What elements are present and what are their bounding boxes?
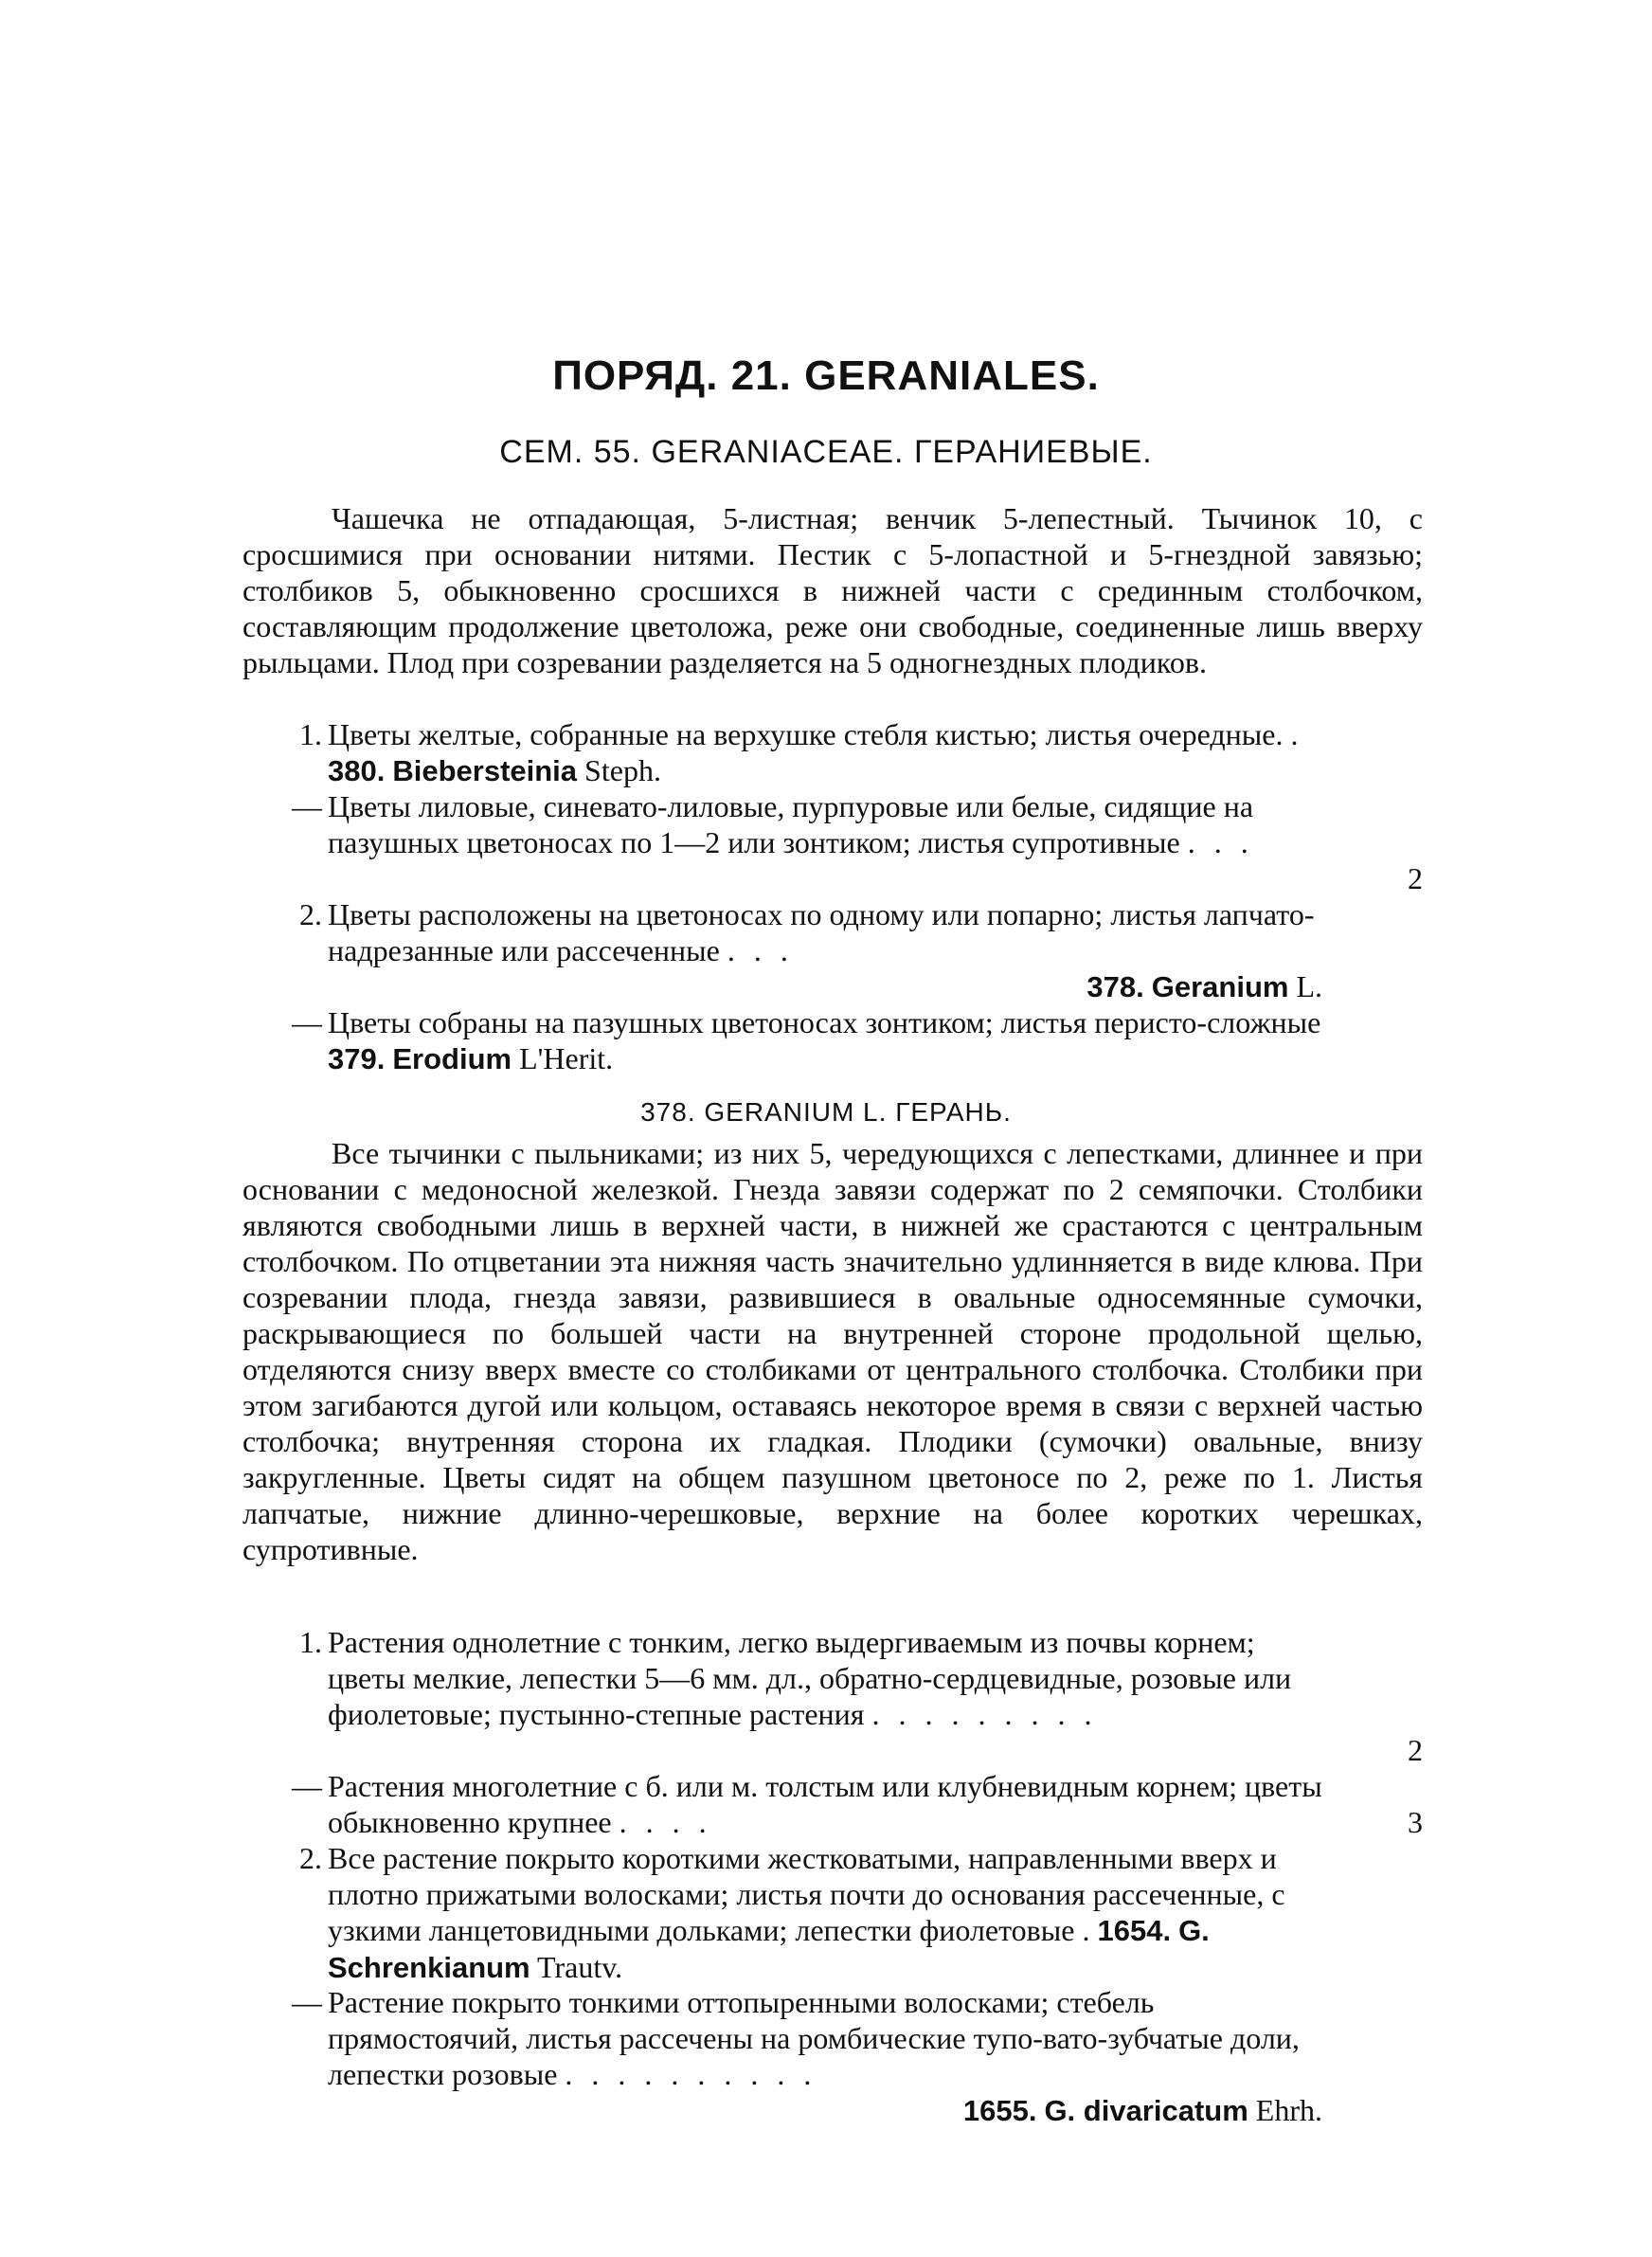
key-ref-name: Geranium xyxy=(1151,970,1289,1003)
key-lead-number: 3 xyxy=(1408,1805,1423,1839)
key-lead-number: 2 xyxy=(1408,861,1423,895)
genus-key-entry-3 xyxy=(242,1840,1423,1986)
order-heading: ПОРЯД. 21. GERANIALES. xyxy=(552,352,1100,399)
family-key-entry-2 xyxy=(242,788,1423,895)
key-ref-author: Ehrh. xyxy=(1255,2093,1322,2127)
key-dots: . xyxy=(1290,717,1304,751)
key-text: Цветы собраны на пазушных цветоносах зонтиком; листья перисто-сложные xyxy=(328,1005,1321,1039)
key-text: Цветы расположены на цветоносах по одному или попарно; листья лапчато-надрезанные или рассеченные xyxy=(328,897,1315,967)
key-number: — xyxy=(292,1769,322,1803)
key-ref-number: 379. xyxy=(328,1042,386,1075)
key-ref xyxy=(242,968,1322,1005)
family-key-entry-4 xyxy=(242,1004,1423,1077)
family-description-text: Чашечка не отпадающая, 5-листная; венчик 5-лепестный. Тычинок 10, с сросшимися при основании нитями. Пестик с 5-лопастной и 5-гнездной завязью; столбиков 5, обыкновенно сросшихся в нижней части с срединным столбочком, составляющим продолжение цветоложа, реже они свободные, соединенные лишь вверху рыльцами. Плод при созревании разделяется на 5 одногнездных плодиков. xyxy=(242,501,1423,679)
family-key-entry-3 xyxy=(242,896,1423,1005)
key-number: 1. xyxy=(299,1625,322,1659)
key-text: Растения однолетние с тонким, легко выдергиваемым из почвы корнем; цветы мелкие, лепестки 5—6 мм. дл., обратно-сердцевидные, розовые или фиолетовые; пустынно-степные растения xyxy=(328,1625,1292,1731)
key-text: Цветы желтые, собранные на верхушке стебля кистью; листья очередные. xyxy=(328,717,1284,751)
key-number: — xyxy=(292,789,322,823)
key-ref-number: 1654. xyxy=(1097,1914,1172,1947)
key-text: Растение покрыто тонкими оттопыренными волосками; стебель прямостоячий, листья рассечены на ромбические тупо-вато-зубчатые доли, лепестки розовые xyxy=(328,1985,1300,2091)
family-heading: СЕМ. 55. GERANIACEAE. ГЕРАНИЕВЫЕ. xyxy=(499,434,1153,470)
key-number: 2. xyxy=(299,897,322,931)
key-ref-author: Steph. xyxy=(584,753,661,787)
key-text: Цветы лиловые, синевато-лиловые, пурпуровые или белые, сидящие на пазушных цветоносах по 1—2 или зонтиком; листья супротивные xyxy=(328,789,1254,859)
key-ref-number: 1655. xyxy=(962,2094,1037,2127)
key-ref-name: G. divaricatum xyxy=(1044,2094,1248,2127)
family-description xyxy=(242,500,1423,680)
key-ref-name: Biebersteinia xyxy=(392,754,578,787)
key-ref-author: L'Herit. xyxy=(519,1041,614,1075)
genus-description-text: Все тычинки с пыльниками; из них 5, чередующихся с лепестками, длиннее и при основании с медоносной железкой. Гнезда завязи содержат по 2 семяпочки. Столбики являются свободными лишь в верхней части, в нижней же срастаются с центральным столбочком. По отцветании эта нижняя часть значительно удлинняется в виде клюва. При созревании плода, гнезда завязи, развившиеся в овальные односемянные сумочки, раскрывающиеся по большей части на внутренней стороне продольной щелью, отделяются снизу вверх вместе со столбиками от центрального столбочка. Столбики при этом загибаются дугой или кольцом, оставаясь некоторое время в связи с верхней частью столбочка; внутренняя сторона их гладкая. Плодики (сумочки) овальные, внизу закругленные. Цветы сидят на общем пазушном цветоносе по 2, реже по 1. Листья лапчатые, нижние длинно-черешковые, верхние на более коротких черешках, супротивные. xyxy=(242,1136,1423,1566)
genus-description xyxy=(242,1135,1423,1567)
key-text: Все растение покрыто короткими жестковатыми, направленными вверх и плотно прижатыми волосками; листья почти до основания рассеченные, с узкими ланцетовидными дольками; лепестки фиолетовые . xyxy=(328,1841,1285,1947)
key-number: — xyxy=(292,1985,322,2019)
key-lead-number: 2 xyxy=(1408,1733,1423,1767)
key-text: Растения многолетние с б. или м. толстым или клубневидным корнем; цветы обыкновенно крупнее xyxy=(328,1769,1322,1839)
key-ref-name: Erodium xyxy=(392,1042,512,1075)
key-ref-author: Trautv. xyxy=(537,1950,623,1984)
key-dots: . . . . . . . . . . xyxy=(565,2057,817,2091)
key-dots: . . . xyxy=(1187,825,1254,859)
key-dots: . . . . . . . . . xyxy=(871,1697,1098,1731)
family-key-entry-1 xyxy=(242,716,1423,789)
key-ref xyxy=(242,2092,1322,2129)
key-number: 2. xyxy=(299,1841,322,1875)
genus-heading: 378. GERANIUM L. ГЕРАНЬ. xyxy=(640,1097,1012,1127)
key-ref-number: 378. xyxy=(1086,970,1144,1003)
key-number: 1. xyxy=(299,717,322,751)
key-number: — xyxy=(292,1005,322,1039)
genus-key-entry-1 xyxy=(242,1624,1423,1767)
genus-key-entry-4 xyxy=(242,1984,1423,2129)
key-ref-number: 380. xyxy=(328,754,386,787)
key-dots: . . . xyxy=(727,933,794,967)
key-dots: . . . . xyxy=(619,1805,712,1839)
key-ref-name: G. Schrenkianum xyxy=(328,1914,1210,1984)
genus-key-entry-2 xyxy=(242,1768,1423,1840)
key-ref-author: L. xyxy=(1296,969,1322,1003)
